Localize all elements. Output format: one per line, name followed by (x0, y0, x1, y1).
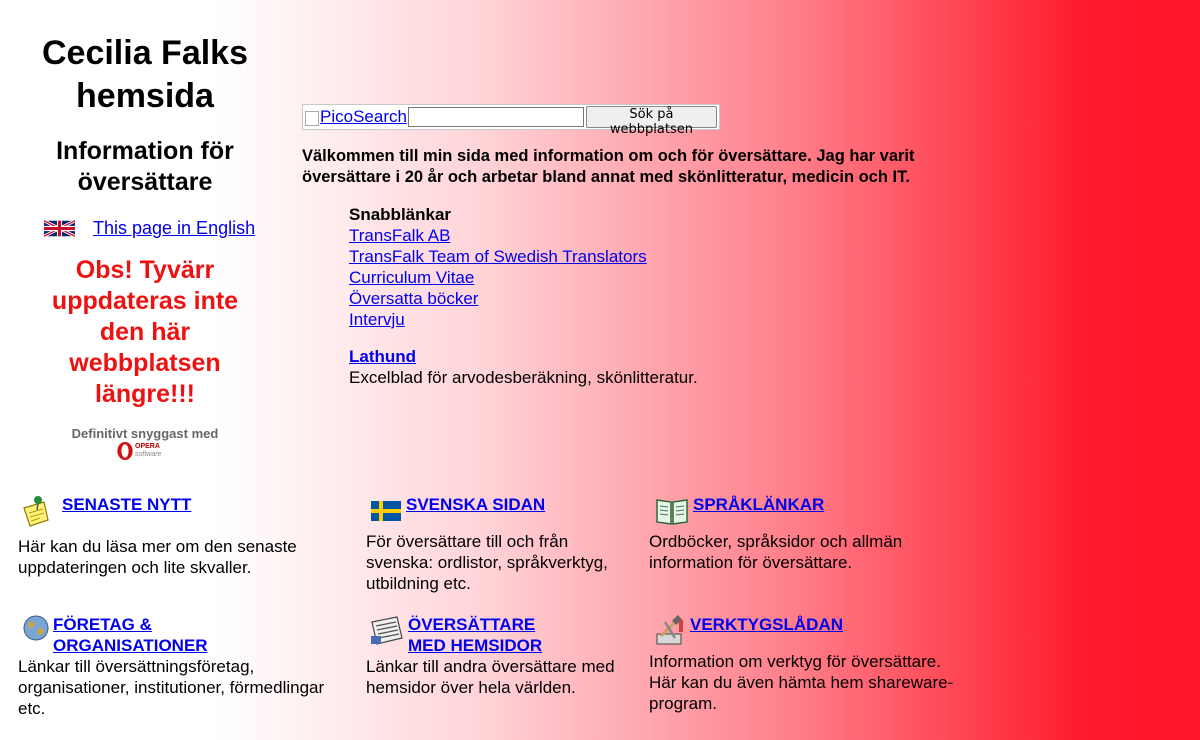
translators-link-line1: ÖVERSÄTTARE (408, 615, 536, 634)
quicklink-translated-books[interactable]: Översatta böcker (349, 289, 479, 308)
search-input[interactable] (408, 107, 584, 127)
english-link-row (44, 216, 255, 240)
section-companies (18, 614, 348, 719)
languages-link[interactable]: SPRÅKLÄNKAR (693, 495, 825, 514)
lathund-link[interactable]: Lathund (349, 347, 417, 366)
globe-icon[interactable] (22, 614, 50, 642)
section-languages (649, 494, 949, 573)
section-translators (366, 614, 636, 698)
companies-desc: Länkar till översättningsföretag, organisationer, institutioner, förmedlingar etc. (18, 657, 325, 718)
quicklink-cv[interactable]: Curriculum Vitae (349, 268, 475, 287)
companies-link[interactable] (53, 614, 208, 656)
english-page-link[interactable]: This page in English (93, 217, 256, 238)
tools-link[interactable]: VERKTYGSLÅDAN (690, 615, 844, 634)
quicklinks-heading: Snabblänkar (349, 205, 452, 224)
companies-link-line1: FÖRETAG & (53, 615, 152, 634)
site-title-line2: hemsida (76, 77, 214, 115)
swedish-flag-icon[interactable] (370, 494, 402, 528)
lathund-block (349, 346, 698, 388)
opera-tagline: Definitivt snyggast med (71, 426, 219, 441)
opera-logo-word: OPERA (135, 443, 160, 450)
picosearch-link[interactable] (305, 107, 407, 127)
welcome-text: Välkommen till min sida med information om och för översättare. Jag har varit översättare i 20 år och arbetar bland annat med skönlitteratur, medicin och IT. (302, 147, 915, 186)
translators-link[interactable] (408, 614, 542, 656)
site-subtitle (30, 136, 260, 198)
book-icon[interactable] (655, 494, 689, 528)
opera-o-icon (116, 441, 134, 461)
quicklink-interview[interactable]: Intervju (349, 310, 405, 329)
tools-icon[interactable] (653, 614, 687, 648)
news-desc: Här kan du läsa mer om den senaste uppdateringen och lite skvaller. (18, 537, 297, 577)
translators-link-line2: MED HEMSIDOR (408, 636, 543, 655)
lathund-desc: Excelblad för arvodesberäkning, skönlitteratur. (349, 368, 698, 387)
tools-desc: Information om verktyg för översättare. Här kan du även hämta hem shareware-program. (649, 652, 954, 713)
site-title-line1: Cecilia Falks (41, 34, 248, 72)
update-warning: Obs! Tyvärr uppdateras inte den här webbplatsen längre!!! (51, 256, 239, 408)
site-subtitle-line2: översättare (77, 168, 213, 196)
search-button[interactable]: Sök på webbplatsen (586, 106, 717, 128)
quicklink-transfalk-ab[interactable]: TransFalk AB (349, 226, 451, 245)
swedish-desc: För översättare till och från svenska: ordlistor, språkverktyg, utbildning etc. (366, 532, 608, 593)
languages-desc: Ordböcker, språksidor och allmän information för översättare. (649, 532, 903, 572)
site-title (30, 32, 260, 118)
newspaper-icon[interactable] (369, 614, 405, 648)
section-swedish (366, 494, 626, 594)
quicklink-transfalk-team[interactable]: TransFalk Team of Swedish Translators (349, 247, 647, 266)
quicklinks (349, 204, 647, 330)
news-link[interactable]: SENASTE NYTT (62, 495, 192, 514)
site-subtitle-line1: Information för (56, 137, 234, 165)
section-tools (649, 614, 969, 714)
section-news (18, 494, 318, 578)
picosearch-alt-text: PicoSearch (320, 107, 407, 126)
opera-logo[interactable] (116, 441, 161, 461)
note-icon[interactable] (18, 494, 52, 528)
search-form (302, 104, 720, 137)
uk-flag-icon[interactable] (44, 220, 75, 237)
swedish-link[interactable]: SVENSKA SIDAN (406, 495, 546, 514)
translators-desc: Länkar till andra översättare med hemsidor över hela världen. (366, 657, 615, 697)
opera-logo-sub: software (135, 451, 162, 458)
companies-link-line2: ORGANISATIONER (53, 636, 208, 655)
broken-image-icon (305, 111, 319, 126)
